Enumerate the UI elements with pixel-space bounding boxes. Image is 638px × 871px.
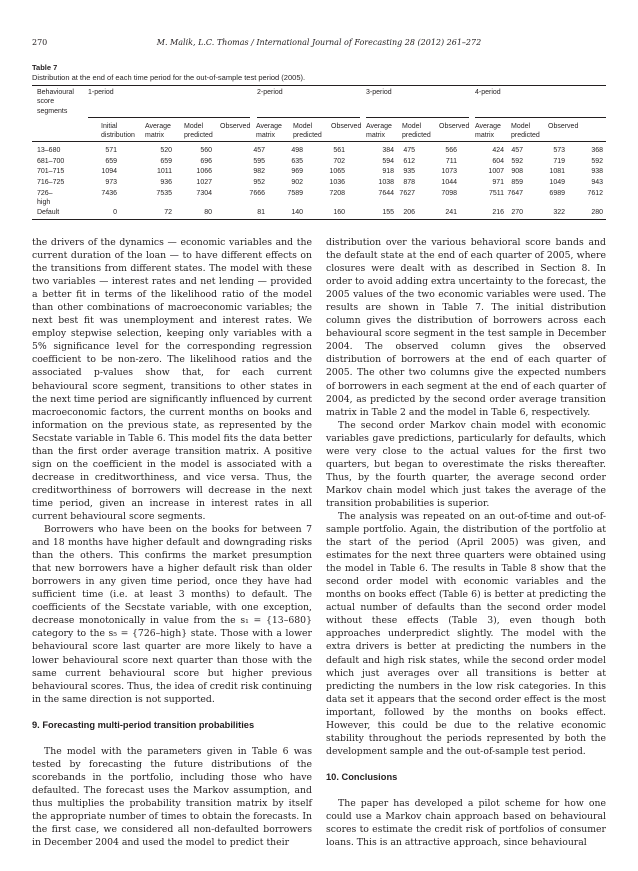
table-cell: 384 <box>382 147 394 154</box>
group-header-2period: 2-period <box>257 89 283 96</box>
column-header-line: Average <box>256 123 282 130</box>
column-header-line: Model <box>402 123 422 130</box>
segment-header <box>37 88 74 116</box>
table-caption: Distribution at the end of each time period for the out-of-sample test period (2005). <box>32 73 306 82</box>
table-cell: 140 <box>291 209 303 216</box>
table-cell: 659 <box>160 158 172 165</box>
paragraph: distribution over the various behavioral score bands and the default state at the end of each quarter of 2005, where closures were dealt with as described in Section 8. In order to avoid adding extra uncertainty to the forecast, the 2005 values of the two economic variables were used. The results are shown in Table 7. The initial distribution column gives the distribution of borrowers across each behavioural score segment in the test sample in December 2004. The observed column gives the observed distribution of borrowers at the end of each quarter of 2005. The other two columns give the expected numbers of borrowers in each segment at the end of each quarter of 2004, as predicted by the second order average transition matrix in Table 2 and the model in Table 6, respectively. <box>326 237 606 418</box>
group-rule-1period <box>88 117 250 118</box>
table-cell: 7098 <box>441 190 457 197</box>
table-cell: 595 <box>253 158 265 165</box>
column-header <box>366 122 392 141</box>
column-header-line: predicted <box>402 132 431 140</box>
table-cell: 457 <box>511 147 523 154</box>
column-header <box>331 122 361 131</box>
table-cell: 216 <box>492 209 504 216</box>
table-cell: 859 <box>511 179 523 186</box>
table-cell: 7627 <box>399 190 415 197</box>
table-cell: 520 <box>160 147 172 154</box>
row-segment-label <box>37 167 64 176</box>
column-header-line: predicted <box>293 132 322 140</box>
segment-label-line: 726– <box>37 190 53 197</box>
table-cell: 0 <box>113 209 117 216</box>
table-cell: 936 <box>160 179 172 186</box>
right-column <box>326 236 606 849</box>
column-header <box>475 122 501 141</box>
table-cell: 711 <box>445 158 457 165</box>
column-header <box>101 122 135 141</box>
table-cell: 902 <box>291 179 303 186</box>
paragraph: Borrowers who have been on the books for between 7 and 18 months have higher default and downgrading risks than the others. This confirms the market presumption that new borrowers have a higher default risk than older borrowers in any given time period, once they have had sufficient time (i.e. at least 3 months) to default. The coefficients of the Secstate variable, with one exception, decrease monotonically in value from the s₁ = {13–680} category to the s₅ = {726–high} state. Those with a lower behavioural score last quarter are more likely to have a lower behavioural score next quarter than those with the same current behavioural score but higher previous behavioural scores. Thus, the idea of credit risk continuing in the same direction is not supported. <box>32 524 312 705</box>
table-cell: 696 <box>200 158 212 165</box>
table-cell: 604 <box>492 158 504 165</box>
table-cell: 72 <box>164 209 172 216</box>
table-cell: 561 <box>333 147 345 154</box>
table-cell: 1036 <box>329 179 345 186</box>
table-cell: 592 <box>591 158 603 165</box>
table-cell: 1073 <box>441 168 457 175</box>
row-segment-label <box>37 208 59 217</box>
table-cell: 1044 <box>441 179 457 186</box>
column-header-line: Average <box>145 123 171 130</box>
table-cell: 475 <box>403 147 415 154</box>
table-cell: 424 <box>492 147 504 154</box>
table-cell: 322 <box>553 209 565 216</box>
column-header-line: Observed <box>331 123 362 130</box>
table-cell: 702 <box>333 158 345 165</box>
column-header <box>184 122 213 141</box>
table-cell: 7666 <box>249 190 265 197</box>
column-header-line: matrix <box>145 132 165 140</box>
column-header-line: distribution <box>101 132 135 140</box>
table-cell: 878 <box>403 179 415 186</box>
column-header-line: matrix <box>475 132 495 140</box>
table-cell: 635 <box>291 158 303 165</box>
running-title: M. Malik, L.C. Thomas / International Journal of Forecasting 28 (2012) 261–272 <box>156 38 482 47</box>
table-cell: 938 <box>591 168 603 175</box>
table-cell: 1007 <box>488 168 504 175</box>
table-cell: 1011 <box>156 168 172 175</box>
table-cell: 160 <box>333 209 345 216</box>
table-label: Table 7 <box>32 63 58 72</box>
segment-label-line: 701–715 <box>37 168 65 175</box>
table-cell: 1027 <box>196 179 212 186</box>
column-header-line: Model <box>184 123 204 130</box>
table-cell: 280 <box>591 209 603 216</box>
paragraph: the drivers of the dynamics — economic variables and the current duration of the loan — to have different effects on the transitions from different states. The model with these two variables — interest rates and net lending — provided a better fit in terms of the likelihood ratio of the model than other combinations of macroeconomic variables; the next best fit was unemployment and interest rates. We employ stepwise selection, keeping only variables with a 5% significance level for the corresponding regression coefficient to be non-zero. The likelihood ratios and the associated p-values show that, for each current behavioural score segment, transitions to other states in the next time period are significantly influenced by current macroeconomic factors, the current months on books and information on the previous state, as represented by the Secstate variable in Table 6. This model fits the data better than the first order average transition matrix. A positive sign on the coefficient in the model is associated with a decrease in creditworthiness, and vice versa. Thus, the creditworthiness of borrowers will decrease in the next time period, given an increase in interest rates in all current behavioural score segments. <box>32 237 312 522</box>
table-cell: 1038 <box>378 179 394 186</box>
table-cell: 7436 <box>101 190 117 197</box>
table-cell: 571 <box>105 147 117 154</box>
segment-label-line: 681–700 <box>37 158 65 165</box>
row-segment-label <box>37 189 53 208</box>
table-cell: 719 <box>553 158 565 165</box>
column-header <box>220 122 250 131</box>
table-cell: 457 <box>253 147 265 154</box>
segment-label-line: 13–680 <box>37 147 61 154</box>
row-segment-label <box>37 178 64 187</box>
table-cell: 566 <box>445 147 457 154</box>
distribution-table <box>32 0 606 225</box>
column-header-line: Initial <box>101 123 118 130</box>
table-cell: 573 <box>553 147 565 154</box>
table-cell: 7647 <box>507 190 523 197</box>
table-cell: 969 <box>291 168 303 175</box>
group-rule-3period <box>366 117 469 118</box>
column-header-line: Observed <box>439 123 470 130</box>
table-cell: 7304 <box>196 190 212 197</box>
column-header <box>402 122 431 141</box>
table-cell: 1081 <box>549 168 565 175</box>
table-cell: 368 <box>591 147 603 154</box>
segment-label-line: high <box>37 199 51 207</box>
table-cell: 982 <box>253 168 265 175</box>
table-cell: 1094 <box>101 168 117 175</box>
column-header-line: Model <box>293 123 313 130</box>
row-segment-label <box>37 146 60 155</box>
column-header-line: predicted <box>184 132 213 140</box>
table-cell: 498 <box>291 147 303 154</box>
table-cell: 7644 <box>378 190 394 197</box>
column-header-line: Model <box>511 123 531 130</box>
group-rule-4period <box>475 117 606 118</box>
table-cell: 1066 <box>196 168 212 175</box>
paragraph: The paper has developed a pilot scheme for how one could use a Markov chain approach based on behavioural scores to estimate the credit risk of portfolios of consumer loans. This is an attractive approach, since behavioural <box>326 797 606 849</box>
table-cell: 612 <box>403 158 415 165</box>
table-cell: 973 <box>105 179 117 186</box>
column-header <box>548 122 578 131</box>
column-header <box>511 122 540 141</box>
paragraph: The analysis was repeated on an out-of-time and out-of-sample portfolio. Again, the distribution of the portfolio at the start of the period (April 2005) was given, and estimates for the next three quarters were obtained using the model in Table 6. The results in Table 8 show that the second order model with economic variables and the months on books effect (Table 6) is better at predicting the actual number of defaults than the second order model without these effects (Table 3), even though both approaches underpredict slightly. The model with the extra drivers is better at predicting the numbers in the default and high risk states, while the second order model which just averages over all transitions is better at predicting the numbers in the low risk categories. In this data set it appears that the second order effect is the most important, followed by the months on books effect. However, this could be due to the relative economic stability throughout the periods represented by both the development sample and the out-of-sample test period. <box>326 510 606 757</box>
column-header-line: Observed <box>548 123 579 130</box>
table-cell: 81 <box>257 209 265 216</box>
segment-header-line: segments <box>37 107 68 115</box>
section-heading-10: 10. Conclusions <box>326 771 398 782</box>
column-header-line: predicted <box>511 132 540 140</box>
table-cell: 918 <box>382 168 394 175</box>
table-cell: 7535 <box>156 190 172 197</box>
column-header-line: Average <box>366 123 392 130</box>
table-cell: 206 <box>403 209 415 216</box>
table-cell: 241 <box>445 209 457 216</box>
table-cell: 80 <box>204 209 212 216</box>
table-cell: 935 <box>403 168 415 175</box>
group-rule-2period <box>257 117 360 118</box>
column-header <box>145 122 171 141</box>
table-cell: 952 <box>253 179 265 186</box>
table-cell: 594 <box>382 158 394 165</box>
page-number: 270 <box>32 38 48 47</box>
paragraph: The model with the parameters given in Table 6 was tested by forecasting the future distributions of the scorebands in the portfolio, including those who have defaulted. The forecast uses the Markov assumption, and thus multiplies the probability transition matrix by itself the appropriate number of times to obtain the forecasts. In the first case, we considered all non-defaulted borrowers in December 2004 and used the model to predict their <box>32 745 312 849</box>
table-cell: 270 <box>511 209 523 216</box>
column-header-line: matrix <box>256 132 276 140</box>
paragraph: The second order Markov chain model with economic variables gave predictions, particularly for defaults, which were very close to the actual values for the first two quarters, but began to overestimate the risks thereafter. Thus, by the fourth quarter, the average second order Markov chain model which just takes the average of the transition probabilities is superior. <box>326 419 606 509</box>
column-header-line: Observed <box>220 123 251 130</box>
left-column <box>32 236 312 849</box>
section-heading-9: 9. Forecasting multi-period transition probabilities <box>32 719 255 730</box>
column-header-line: matrix <box>366 132 386 140</box>
table-cell: 971 <box>492 179 504 186</box>
table-cell: 943 <box>591 179 603 186</box>
table-cell: 592 <box>511 158 523 165</box>
column-header <box>293 122 322 141</box>
column-header <box>256 122 282 141</box>
table-cell: 6989 <box>549 190 565 197</box>
row-segment-label <box>37 157 64 166</box>
segment-header-line: Behavioural <box>37 89 74 96</box>
table-cell: 560 <box>200 147 212 154</box>
table-cell: 908 <box>511 168 523 175</box>
segment-label-line: Default <box>37 209 60 216</box>
column-header <box>439 122 469 131</box>
segment-label-line: 716–725 <box>37 179 65 186</box>
table-cell: 659 <box>105 158 117 165</box>
table-cell: 155 <box>382 209 394 216</box>
table-cell: 7612 <box>587 190 603 197</box>
table-cell: 1049 <box>549 179 565 186</box>
group-header-1period: 1-period <box>88 89 114 96</box>
table-cell: 7208 <box>329 190 345 197</box>
table-cell: 7589 <box>287 190 303 197</box>
table-cell: 7511 <box>488 190 504 197</box>
segment-header-line: score <box>37 98 55 106</box>
group-header-3period: 3-period <box>366 89 392 96</box>
column-header-line: Average <box>475 123 501 130</box>
group-header-4period: 4-period <box>475 89 501 96</box>
table-cell: 1065 <box>329 168 345 175</box>
